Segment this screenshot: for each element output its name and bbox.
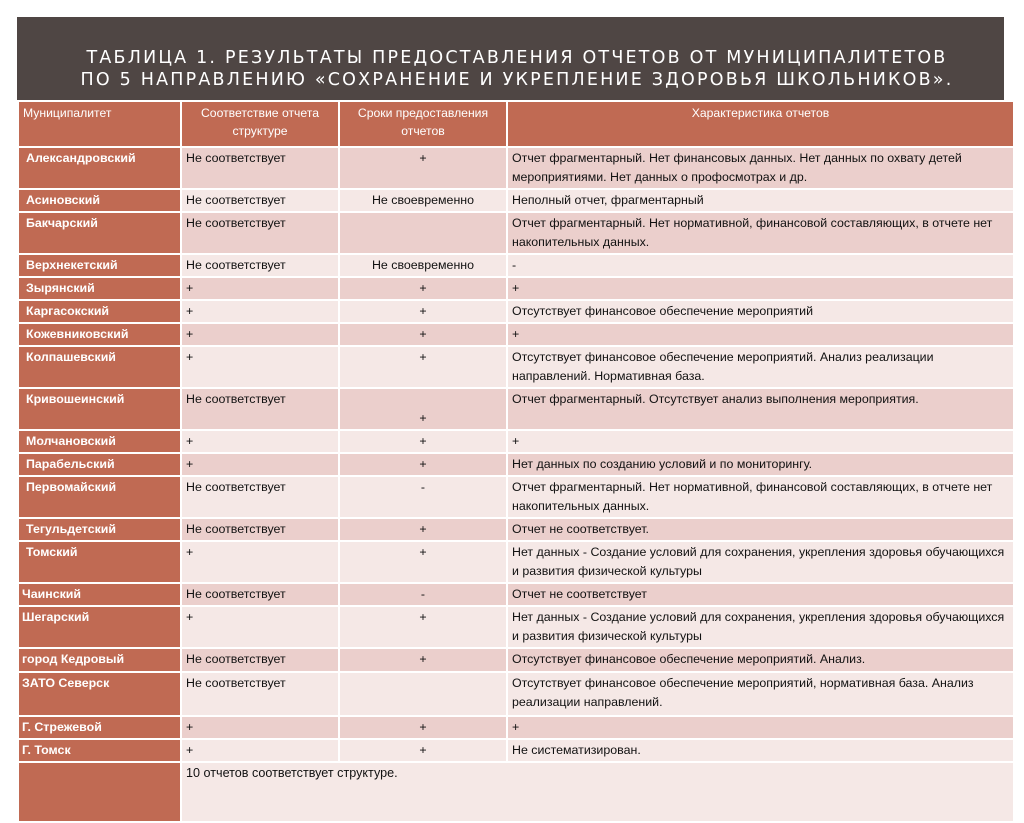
table-row xyxy=(18,739,1014,762)
timing-cell: + xyxy=(339,541,507,583)
municipality-cell: Г. Стрежевой xyxy=(18,716,181,739)
table-row xyxy=(18,518,1014,541)
results-table-container xyxy=(17,100,1013,780)
results-table xyxy=(17,100,1015,823)
summary-text: 10 отчетов соответствует структуре. xyxy=(181,762,1014,822)
municipality-cell: Молчановский xyxy=(18,430,181,453)
timing-cell: - xyxy=(339,476,507,518)
timing-cell: Не своевременно xyxy=(339,189,507,212)
municipality-cell: Первомайский xyxy=(18,476,181,518)
summary-label-cell xyxy=(18,762,181,822)
municipality-cell: Г. Томск xyxy=(18,739,181,762)
timing-cell: + xyxy=(339,739,507,762)
table-body xyxy=(18,147,1014,822)
table-row xyxy=(18,606,1014,648)
table-row xyxy=(18,541,1014,583)
timing-cell: + xyxy=(339,716,507,739)
compliance-cell: Не соответствует xyxy=(181,189,339,212)
compliance-cell: Не соответствует xyxy=(181,476,339,518)
municipality-cell: город Кедровый xyxy=(18,648,181,672)
characteristics-cell: + xyxy=(507,277,1014,300)
compliance-cell: Не соответствует xyxy=(181,648,339,672)
table-row xyxy=(18,277,1014,300)
table-row xyxy=(18,648,1014,672)
municipality-cell: Чаинский xyxy=(18,583,181,606)
header-municipality: Муниципалитет xyxy=(18,101,181,147)
characteristics-cell: Нет данных - Создание условий для сохранения, укрепления здоровья обучающихся и развития физической культуры xyxy=(507,541,1014,583)
table-row xyxy=(18,323,1014,346)
compliance-cell: + xyxy=(181,346,339,388)
header-structure-compliance: Соответствие отчета структуре xyxy=(181,101,339,147)
timing-cell xyxy=(339,212,507,254)
table-row xyxy=(18,453,1014,476)
characteristics-cell: Нет данных - Создание условий для сохранения, укрепления здоровья обучающихся и развития физической культуры xyxy=(507,606,1014,648)
characteristics-cell: Нет данных по созданию условий и по мониторингу. xyxy=(507,453,1014,476)
characteristics-cell: Отчет фрагментарный. Нет нормативной, финансовой составляющих, в отчете нет накопительных данных. xyxy=(507,212,1014,254)
municipality-cell: ЗАТО Северск xyxy=(18,672,181,716)
compliance-cell: + xyxy=(181,606,339,648)
table-row xyxy=(18,716,1014,739)
characteristics-cell: Отсутствует финансовое обеспечение мероприятий. Анализ. xyxy=(507,648,1014,672)
compliance-cell: Не соответствует xyxy=(181,388,339,430)
characteristics-cell: - xyxy=(507,254,1014,277)
timing-cell: - xyxy=(339,583,507,606)
timing-cell: + xyxy=(339,430,507,453)
timing-cell: + xyxy=(339,518,507,541)
municipality-cell: Асиновский xyxy=(18,189,181,212)
compliance-cell: Не соответствует xyxy=(181,254,339,277)
summary-row xyxy=(18,762,1014,822)
municipality-cell: Кожевниковский xyxy=(18,323,181,346)
compliance-cell: Не соответствует xyxy=(181,672,339,716)
municipality-cell: Колпашевский xyxy=(18,346,181,388)
compliance-cell: + xyxy=(181,716,339,739)
timing-cell xyxy=(339,672,507,716)
characteristics-cell: Отчет фрагментарный. Нет нормативной, финансовой составляющих, в отчете нет накопительных данных. xyxy=(507,476,1014,518)
characteristics-cell: Не систематизирован. xyxy=(507,739,1014,762)
characteristics-cell: Отсутствует финансовое обеспечение мероприятий xyxy=(507,300,1014,323)
characteristics-cell: Отчет не соответствует. xyxy=(507,518,1014,541)
characteristics-cell: Отчет не соответствует xyxy=(507,583,1014,606)
characteristics-cell: + xyxy=(507,716,1014,739)
timing-cell: Не своевременно xyxy=(339,254,507,277)
compliance-cell: Не соответствует xyxy=(181,147,339,189)
characteristics-cell: Отчет фрагментарный. Отсутствует анализ выполнения мероприятия. xyxy=(507,388,1014,430)
table-row xyxy=(18,212,1014,254)
slide-title: ТАБЛИЦА 1. РЕЗУЛЬТАТЫ ПРЕДОСТАВЛЕНИЯ ОТЧЕТОВ ОТ МУНИЦИПАЛИТЕТОВ ПО 5 НАПРАВЛЕНИЮ «СОХРАНЕНИЕ И УКРЕПЛЕНИЕ ЗДОРОВЬЯ ШКОЛЬНИКОВ». xyxy=(80,48,954,90)
compliance-cell: + xyxy=(181,541,339,583)
characteristics-cell: + xyxy=(507,430,1014,453)
header-report-characteristics: Характеристика отчетов xyxy=(507,101,1014,147)
characteristics-cell: Отчет фрагментарный. Нет финансовых данных. Нет данных по охвату детей мероприятиями. Нет данных о профосмотрах и др. xyxy=(507,147,1014,189)
table-row xyxy=(18,147,1014,189)
municipality-cell: Тегульдетский xyxy=(18,518,181,541)
municipality-cell: Верхнекетский xyxy=(18,254,181,277)
timing-cell: + xyxy=(339,323,507,346)
table-row xyxy=(18,189,1014,212)
municipality-cell: Томский xyxy=(18,541,181,583)
table-row xyxy=(18,300,1014,323)
compliance-cell: + xyxy=(181,277,339,300)
municipality-cell: Зырянский xyxy=(18,277,181,300)
timing-cell: + xyxy=(339,147,507,189)
characteristics-cell: Отсутствует финансовое обеспечение мероприятий, нормативная база. Анализ реализации направлений. xyxy=(507,672,1014,716)
municipality-cell: Кривошеинский xyxy=(18,388,181,430)
municipality-cell: Бакчарский xyxy=(18,212,181,254)
compliance-cell: Не соответствует xyxy=(181,583,339,606)
municipality-cell: Александровский xyxy=(18,147,181,189)
table-row xyxy=(18,476,1014,518)
timing-cell: + xyxy=(339,300,507,323)
compliance-cell: + xyxy=(181,300,339,323)
compliance-cell: + xyxy=(181,453,339,476)
timing-cell: + xyxy=(339,606,507,648)
compliance-cell: + xyxy=(181,323,339,346)
municipality-cell: Каргасокский xyxy=(18,300,181,323)
characteristics-cell: + xyxy=(507,323,1014,346)
municipality-cell: Шегарский xyxy=(18,606,181,648)
table-row xyxy=(18,388,1014,430)
compliance-cell: + xyxy=(181,430,339,453)
table-header xyxy=(18,101,1014,147)
table-row xyxy=(18,583,1014,606)
timing-cell: + xyxy=(339,648,507,672)
timing-cell: + xyxy=(339,453,507,476)
compliance-cell: + xyxy=(181,739,339,762)
characteristics-cell: Отсутствует финансовое обеспечение мероприятий. Анализ реализации направлений. Нормативная база. xyxy=(507,346,1014,388)
timing-cell: + xyxy=(339,388,507,430)
compliance-cell: Не соответствует xyxy=(181,518,339,541)
timing-cell: + xyxy=(339,277,507,300)
table-row xyxy=(18,346,1014,388)
characteristics-cell: Неполный отчет, фрагментарный xyxy=(507,189,1014,212)
table-row xyxy=(18,430,1014,453)
header-submission-timing: Сроки предоставления отчетов xyxy=(339,101,507,147)
compliance-cell: Не соответствует xyxy=(181,212,339,254)
timing-cell: + xyxy=(339,346,507,388)
table-row xyxy=(18,672,1014,716)
table-row xyxy=(18,254,1014,277)
municipality-cell: Парабельский xyxy=(18,453,181,476)
